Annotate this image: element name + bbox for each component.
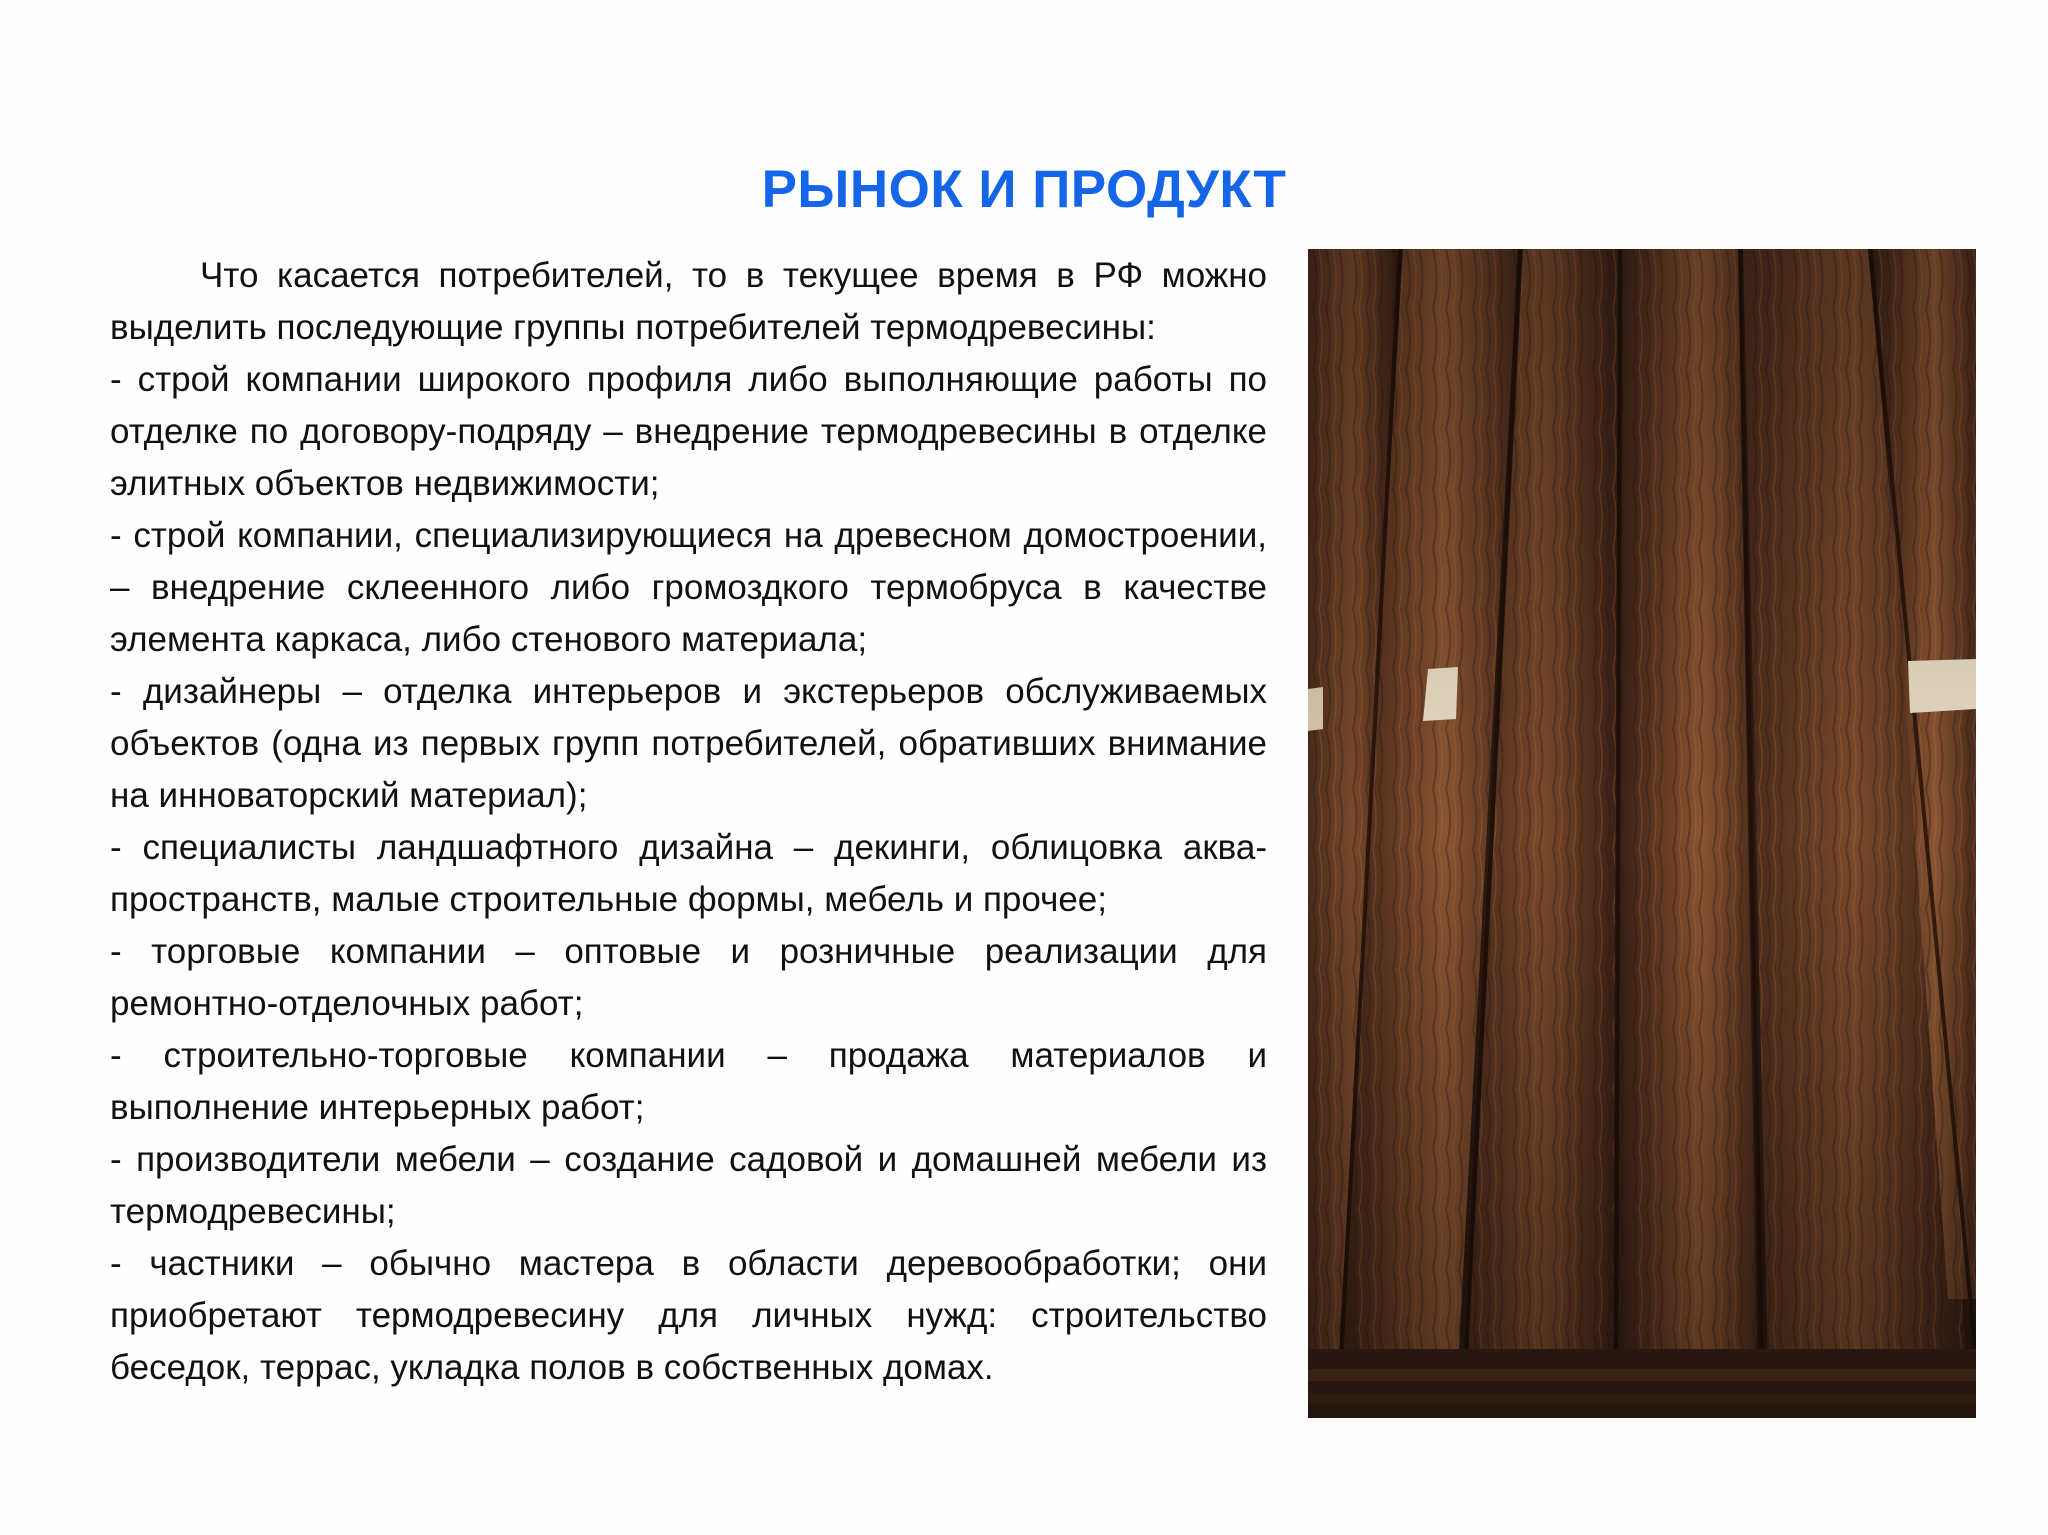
- paragraph-item: - строительно-торговые компании – продажа материалов и выполнение интерьерных работ;: [110, 1036, 1267, 1127]
- page-title: РЫНОК И ПРОДУКТ: [761, 160, 1287, 219]
- paragraph-item: - строй компании, специализирующиеся на древесном домостроении, – внедрение склеенного либо громоздкого термобруса в качестве элемента каркаса, либо стенового материала;: [110, 516, 1267, 659]
- paragraph-intro: Что касается потребителей, то в текущее время в РФ можно выделить последующие группы потребителей термодревесины:: [110, 256, 1267, 347]
- paragraph-item: - строй компании широкого профиля либо выполняющие работы по отделке по договору-подряду – внедрение термодревесины в отделке элитных объектов недвижимости;: [110, 360, 1267, 503]
- paragraph-item: - производители мебели – создание садовой и домашней мебели из термодревесины;: [110, 1140, 1267, 1231]
- wood-planks-illustration: [1308, 249, 1976, 1418]
- body-text: [110, 250, 1267, 1394]
- paragraph-item: - торговые компании – оптовые и розничные реализации для ремонтно-отделочных работ;: [110, 932, 1267, 1023]
- wood-planks-photo: [1308, 249, 1976, 1418]
- paragraph-item: - специалисты ландшафтного дизайна – декинги, облицовка аква- пространств, малые строительные формы, мебель и прочее;: [110, 828, 1267, 919]
- paragraph-item: - частники – обычно мастера в области деревообработки; они приобретают термодревесину для личных нужд: строительство беседок, террас, укладка полов в собственных домах.: [110, 1244, 1267, 1387]
- paragraph-item: - дизайнеры – отделка интерьеров и экстерьеров обслуживаемых объектов (одна из первых групп потребителей, обративших внимание на инноваторский материал);: [110, 672, 1267, 815]
